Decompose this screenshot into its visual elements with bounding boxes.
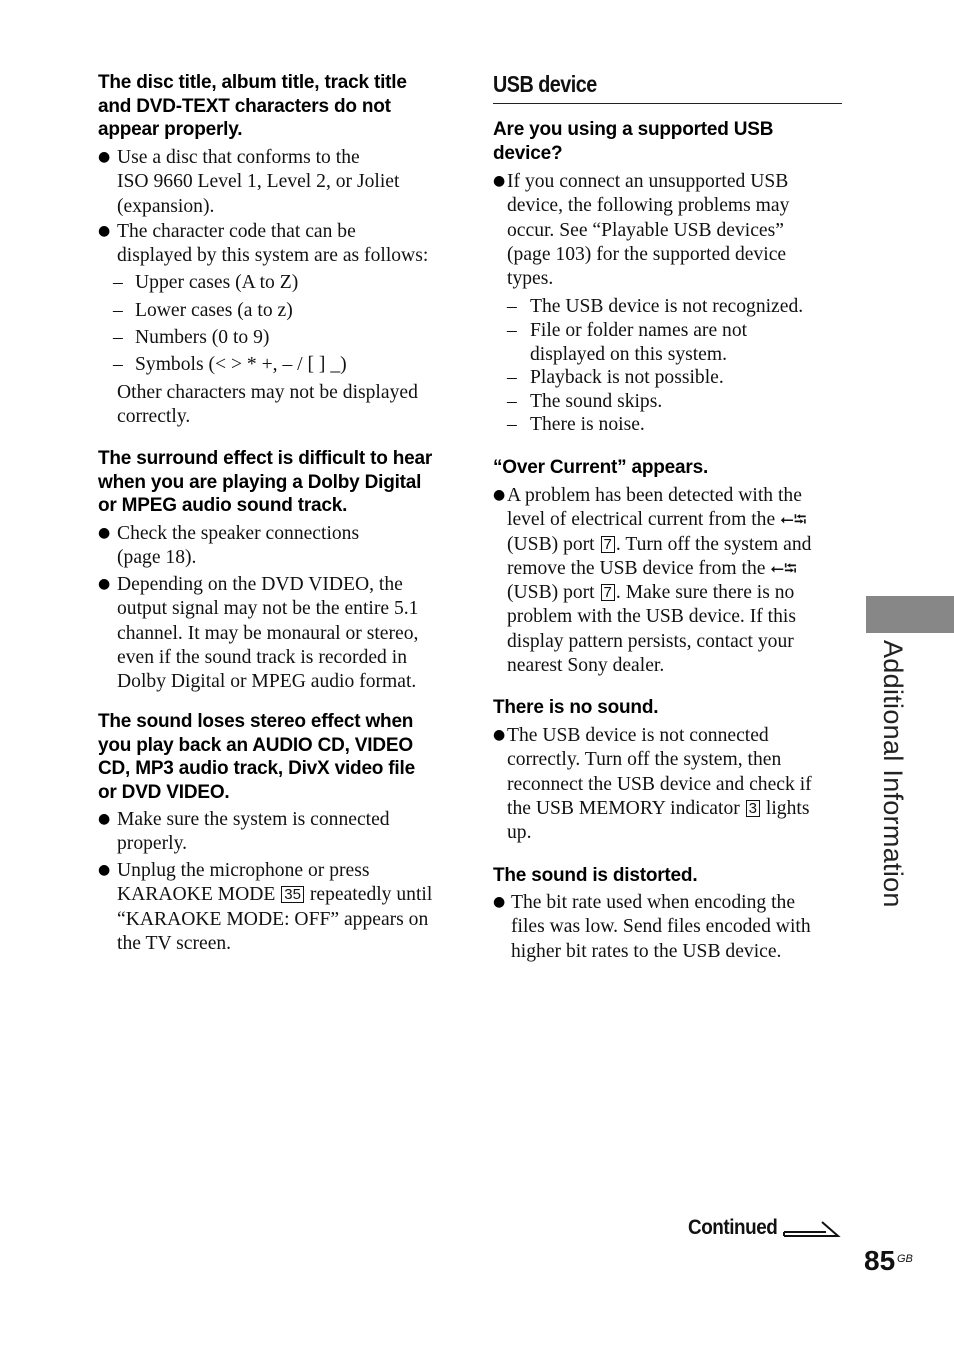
page-region-suffix: GB [897, 1253, 913, 1265]
bullet-icon: ● [493, 173, 506, 189]
bullet-text: If you connect an unsupported USB device, the following problems may occur. See “Playable USB devices” (page 103) for the supported device types. [507, 171, 790, 290]
bullet-icon: ● [98, 576, 111, 592]
bullet-icon: ● [98, 811, 111, 827]
list-item: Numbers (0 to 9) [135, 327, 270, 348]
section-divider [493, 103, 842, 104]
list-item: Upper cases (A to Z) [135, 272, 299, 293]
list-item: The USB device is not recognized. [530, 296, 804, 317]
bullet-icon: ● [98, 223, 111, 239]
section-title: USB device [493, 71, 597, 97]
heading-over-current: “Over Current” appears. [493, 457, 709, 478]
bullet-text: Depending on the DVD VIDEO, the output signal may not be the entire 5.1 channel. It may be monaural or stereo, even if the sound track is recorded in Dolby Digital or MPEG audio format. [117, 574, 419, 693]
bullet-icon: ● [98, 862, 111, 878]
port-number-badge: 7 [601, 584, 615, 601]
page-number: 85 [864, 1245, 896, 1276]
dash-icon: – [507, 391, 517, 412]
heading-no-sound: There is no sound. [493, 697, 659, 718]
list-item: File or folder names are not displayed on this system. [530, 320, 748, 366]
dash-icon: – [113, 300, 123, 321]
bullet-text: Make sure the system is connected properly. [117, 809, 390, 855]
list-item: Playback is not possible. [530, 367, 724, 388]
indicator-number-badge: 3 [746, 800, 760, 817]
list-item: The sound skips. [530, 391, 663, 412]
dash-icon: – [507, 367, 517, 388]
sidebar-label: Additional Information [878, 640, 908, 908]
bullet-icon: ● [493, 487, 506, 503]
list-item: There is noise. [530, 414, 645, 435]
bullet-text: A problem has been detected with the level of electrical current from the ⭠⭾ (USB) port 7 . Turn off the system and remove the USB device from the ⭠⭾ (USB) port 7 . Make sure there is no problem with the USB device. If this display pattern persists, contact your nearest Sony dealer. [507, 485, 812, 677]
usb-icon: ⭠⭾ [770, 558, 797, 579]
list-item: Symbols (< > * +, – / [ ] _) [135, 354, 347, 375]
bullet-text: The USB device is not connected correctly. Turn off the system, then reconnect the USB device and check if the USB MEMORY indicator 3 lights up. [507, 725, 812, 844]
heading-disc-title: The disc title, album title, track title and DVD-TEXT characters do not appear properly. [98, 72, 407, 140]
heading-stereo: The sound loses stereo effect when you play back an AUDIO CD, VIDEO CD, MP3 audio track, DivX video file or DVD VIDEO. [98, 711, 415, 803]
continued-arrow-icon [782, 1218, 842, 1242]
list-item: Lower cases (a to z) [135, 300, 293, 321]
bullet-text: Unplug the microphone or press KARAOKE MODE 35 repeatedly until “KARAOKE MODE: OFF” appears on the TV screen. [117, 860, 433, 954]
continued-label: Continued [688, 1216, 778, 1239]
bullet-text: The bit rate used when encoding the files was low. Send files encoded with higher bit rates to the USB device. [511, 892, 811, 962]
heading-distorted: The sound is distorted. [493, 865, 698, 886]
dash-icon: – [113, 327, 123, 348]
bullet-icon: ● [493, 894, 506, 910]
usb-icon: ⭠⭾ [780, 510, 807, 531]
dash-icon: – [507, 296, 517, 317]
heading-supported-usb: Are you using a supported USB device? [493, 119, 774, 164]
dash-icon: – [507, 320, 517, 341]
bullet-text: Use a disc that conforms to the ISO 9660 Level 1, Level 2, or Joliet (expansion). [117, 147, 400, 217]
port-number-badge: 7 [601, 536, 615, 553]
button-number-badge: 35 [281, 886, 304, 903]
dash-icon: – [113, 272, 123, 293]
dash-icon: – [507, 414, 517, 435]
section-tab-marker [866, 596, 954, 633]
bullet-icon: ● [493, 727, 506, 743]
heading-surround: The surround effect is difficult to hear when you are playing a Dolby Digital or MPEG audio sound track. [98, 448, 433, 516]
bullet-icon: ● [98, 149, 111, 165]
bullet-text: Check the speaker connections (page 18). [117, 523, 360, 569]
note-text: Other characters may not be displayed correctly. [117, 382, 418, 428]
bullet-icon: ● [98, 525, 111, 541]
dash-icon: – [113, 354, 123, 375]
bullet-text: The character code that can be displayed by this system are as follows: [117, 221, 429, 267]
